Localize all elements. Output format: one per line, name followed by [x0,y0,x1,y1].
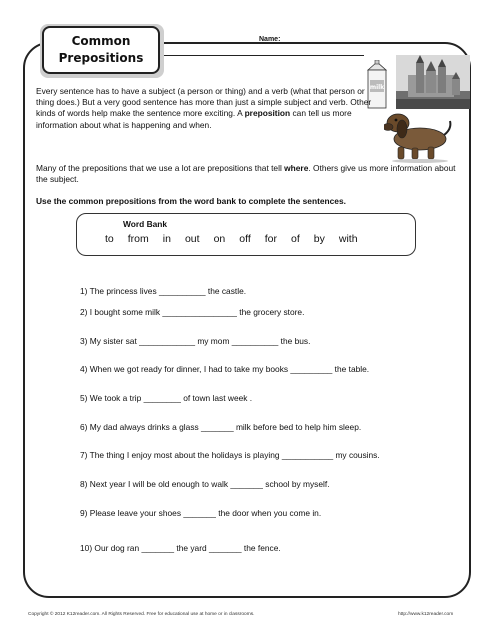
header-divider [164,55,364,56]
instruction: Use the common prepositions from the word bank to complete the sentences. [36,196,346,206]
question-2: 2) I bought some milk ________________ the grocery store. [80,307,305,317]
question-4: 4) When we got ready for dinner, I had to take my books _________ the table. [80,364,370,374]
intro-text: Every sentence has to have a subject (a person or thing) and a verb (what that person or thing does.) But a very good sentence has more than just a simple subject and verb. Other kinds of words help make the sentence more exciting. A [36,86,372,119]
second-text-end: . Others give us more information about the subject. [36,163,456,185]
question-7: 7) The thing I enjoy most about the holidays is playing ___________ my cousins. [80,450,380,460]
question-9: 9) Please leave your shoes _______ the door when you come in. [80,508,322,518]
second-text: Many of the prepositions that we use a lot are prepositions that tell [36,163,285,173]
bank-word: by [313,233,325,245]
name-field[interactable] [286,43,438,44]
question-5: 5) We took a trip ________ of town last week . [80,393,253,403]
worksheet-title [42,26,160,74]
name-label: Name: [259,36,281,43]
question-3: 3) My sister sat ____________ my mom __________ the bus. [80,336,311,346]
bank-word: from [127,233,149,245]
bank-word: out [184,233,200,245]
intro-keyword: preposition [244,108,291,119]
dog-icon [384,105,454,163]
castle-icon [396,55,470,109]
word-bank-words [105,233,372,245]
bank-word: in [162,233,171,245]
word-bank-title: Word Bank [123,219,168,229]
milk-label: milk [369,84,385,91]
question-10: 10) Our dog ran _______ the yard _______ the fence. [80,543,281,553]
bank-word: off [239,233,251,245]
question-8: 8) Next year I will be old enough to walk _______ school by myself. [80,479,330,489]
intro-paragraph [36,86,381,131]
word-bank [76,213,416,256]
bank-word: on [213,233,226,245]
title-line-2: Prepositions [58,51,144,65]
title-line-1: Common [71,34,131,48]
second-paragraph [36,163,461,185]
copyright-footer: Copyright © 2012 K12reader.com. All Rights Reserved. Free for educational use at home or in classrooms. [28,612,255,617]
question-6: 6) My dad always drinks a glass _______ milk before bed to help him sleep. [80,422,362,432]
footer-url[interactable]: http://www.k12reader.com [398,612,454,617]
bank-word: for [264,233,277,245]
bank-word: to [105,233,114,245]
bank-word: with [338,233,358,245]
question-1: 1) The princess lives __________ the castle. [80,286,247,296]
intro-text-end: can tell us more information about what is happening and when. [36,108,352,130]
second-keyword: where [284,163,309,173]
bank-word: of [291,233,300,245]
